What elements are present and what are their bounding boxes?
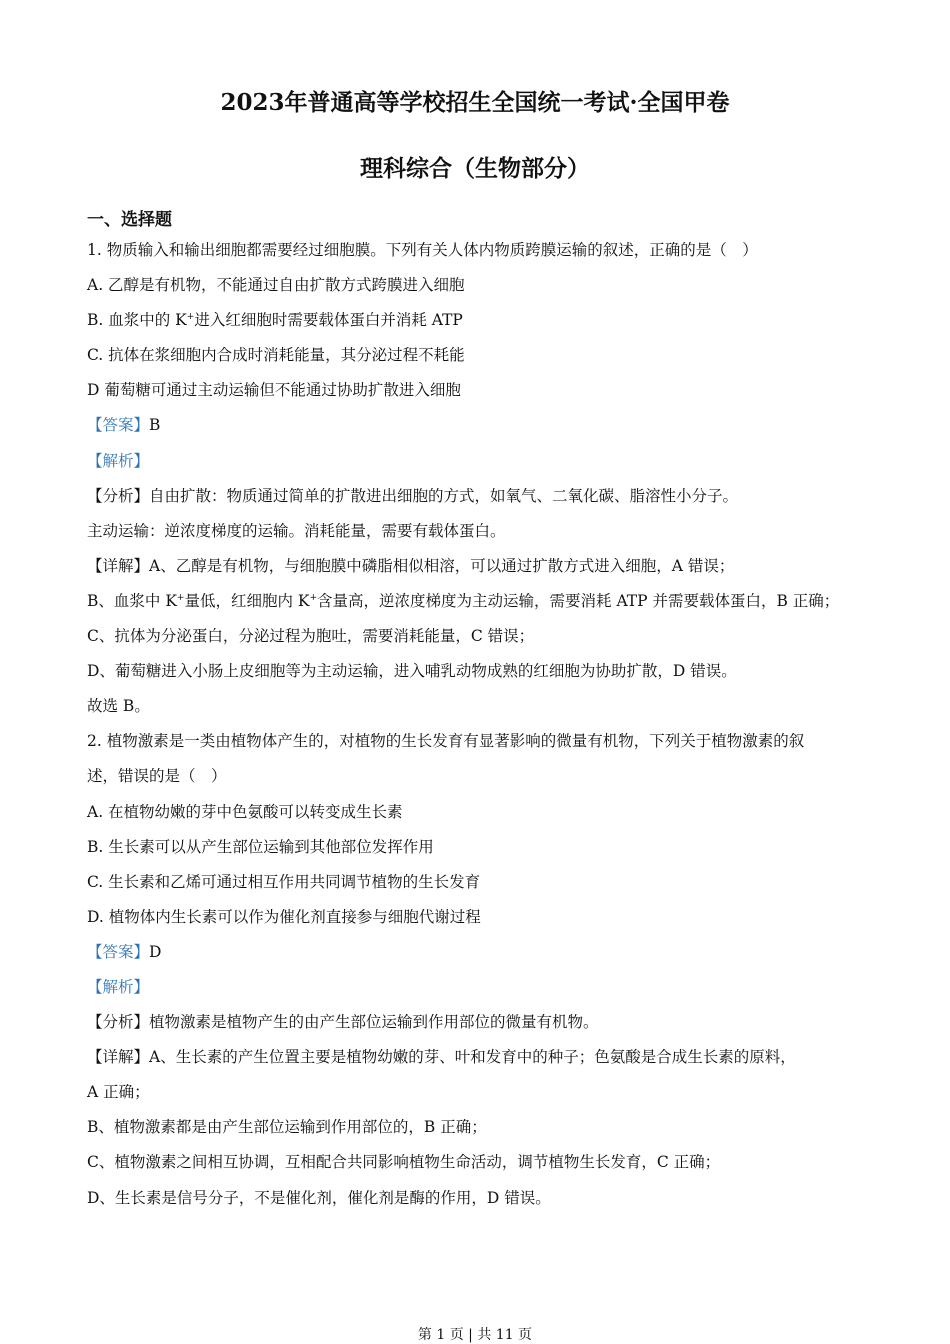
q1-option-a: A. 乙醇是有机物，不能通过自由扩散方式跨膜进入细胞 bbox=[87, 276, 465, 295]
q1-detail-d: D、葡萄糖进入小肠上皮细胞等为主动运输，进入哺乳动物成熟的红细胞为协助扩散，D 错误。 bbox=[87, 662, 737, 681]
text: 量低，红细胞内 K bbox=[184, 591, 310, 610]
q2-detail-a bbox=[87, 1040, 887, 1075]
answer-value: D bbox=[149, 942, 162, 961]
answer-value: B bbox=[149, 416, 161, 435]
q1-analysis-label: 【解析】 bbox=[87, 451, 150, 470]
text: 自由扩散：物质通过简单的扩散进出细胞的方式，如氧气、二氧化碳、脂溶性小分子。 bbox=[149, 486, 739, 505]
q1-detail-a bbox=[87, 549, 887, 584]
section-heading: 一、选择题 bbox=[87, 210, 172, 230]
q2-stem-1: 2. 植物激素是一类由植物体产生的，对植物的生长发育有显著影响的微量有机物，下列关于植物激素的叙 bbox=[87, 732, 805, 751]
answer-label: 【答案】 bbox=[87, 416, 150, 435]
q1-conclusion: 故选 B。 bbox=[87, 697, 150, 716]
text: 植物激素是植物产生的由产生部位运输到作用部位的微量有机物。 bbox=[149, 1013, 599, 1032]
q1-detail-c: C、抗体为分泌蛋白，分泌过程为胞吐，需要消耗能量，C 错误； bbox=[87, 627, 535, 646]
superscript: + bbox=[176, 592, 185, 603]
q2-option-a: A. 在植物幼嫩的芽中色氨酸可以转变成生长素 bbox=[87, 802, 403, 821]
q2-analysis-label: 【解析】 bbox=[87, 977, 150, 996]
superscript: + bbox=[309, 592, 318, 603]
q1-answer bbox=[87, 408, 887, 443]
q2-option-d: D. 植物体内生长素可以作为催化剂直接参与细胞代谢过程 bbox=[87, 907, 481, 926]
detail-label: 【详解】 bbox=[87, 1048, 150, 1067]
q2-fenxi bbox=[87, 1005, 887, 1040]
q1-detail-b bbox=[87, 584, 887, 619]
text: A、乙醇是有机物，与细胞膜中磷脂相似相溶，可以通过扩散方式进入细胞，A 错误； bbox=[149, 556, 735, 575]
q2-stem-2: 述，错误的是（ ） bbox=[87, 767, 227, 786]
text: B. 血浆中的 K bbox=[87, 311, 187, 330]
q2-detail-c: C、植物激素之间相互协调，互相配合共同影响植物生命活动，调节植物生长发育，C 正确； bbox=[87, 1153, 721, 1172]
q2-detail-d: D、生长素是信号分子，不是催化剂，催化剂是酶的作用，D 错误。 bbox=[87, 1188, 551, 1207]
superscript: + bbox=[186, 312, 195, 323]
text: A、生长素的产生位置主要是植物幼嫩的芽、叶和发育中的种子；色氨酸是合成生长素的原料， bbox=[149, 1048, 796, 1067]
fenxi-label: 【分析】 bbox=[87, 1013, 150, 1032]
text: 进入红细胞时需要载体蛋白并消耗 ATP bbox=[194, 311, 463, 330]
document-subtitle: 理科综合（生物部分） bbox=[360, 155, 590, 182]
text: 含量高，逆浓度梯度为主动运输，需要消耗 ATP 并需要载体蛋白，B 正确； bbox=[317, 591, 840, 610]
document-body bbox=[87, 233, 887, 1216]
q1-option-c: C. 抗体在浆细胞内合成时消耗能量，其分泌过程不耗能 bbox=[87, 346, 465, 365]
text: B、血浆中 K bbox=[87, 591, 177, 610]
q2-option-b: B. 生长素可以从产生部位运输到其他部位发挥作用 bbox=[87, 837, 434, 856]
q2-answer bbox=[87, 935, 887, 970]
document-title: 2023年普通高等学校招生全国统一考试·全国甲卷 bbox=[220, 89, 730, 116]
q2-detail-a-2: A 正确； bbox=[87, 1083, 150, 1102]
q1-fenxi-2: 主动运输：逆浓度梯度的运输。消耗能量，需要有载体蛋白。 bbox=[87, 521, 506, 540]
page-footer: 第 1 页 | 共 11 页 bbox=[417, 1327, 533, 1343]
q1-fenxi bbox=[87, 479, 887, 514]
q1-stem: 1. 物质输入和输出细胞都需要经过细胞膜。下列有关人体内物质跨膜运输的叙述，正确的是（ ） bbox=[87, 241, 758, 259]
q2-detail-b: B、植物激素都是由产生部位运输到作用部位的，B 正确； bbox=[87, 1118, 487, 1137]
fenxi-label: 【分析】 bbox=[87, 486, 150, 505]
q1-option-d: D 葡萄糖可通过主动运输但不能通过协助扩散进入细胞 bbox=[87, 381, 461, 400]
q2-option-c: C. 生长素和乙烯可通过相互作用共同调节植物的生长发育 bbox=[87, 872, 481, 891]
answer-label: 【答案】 bbox=[87, 942, 150, 961]
detail-label: 【详解】 bbox=[87, 556, 150, 575]
q1-option-b bbox=[87, 303, 887, 338]
